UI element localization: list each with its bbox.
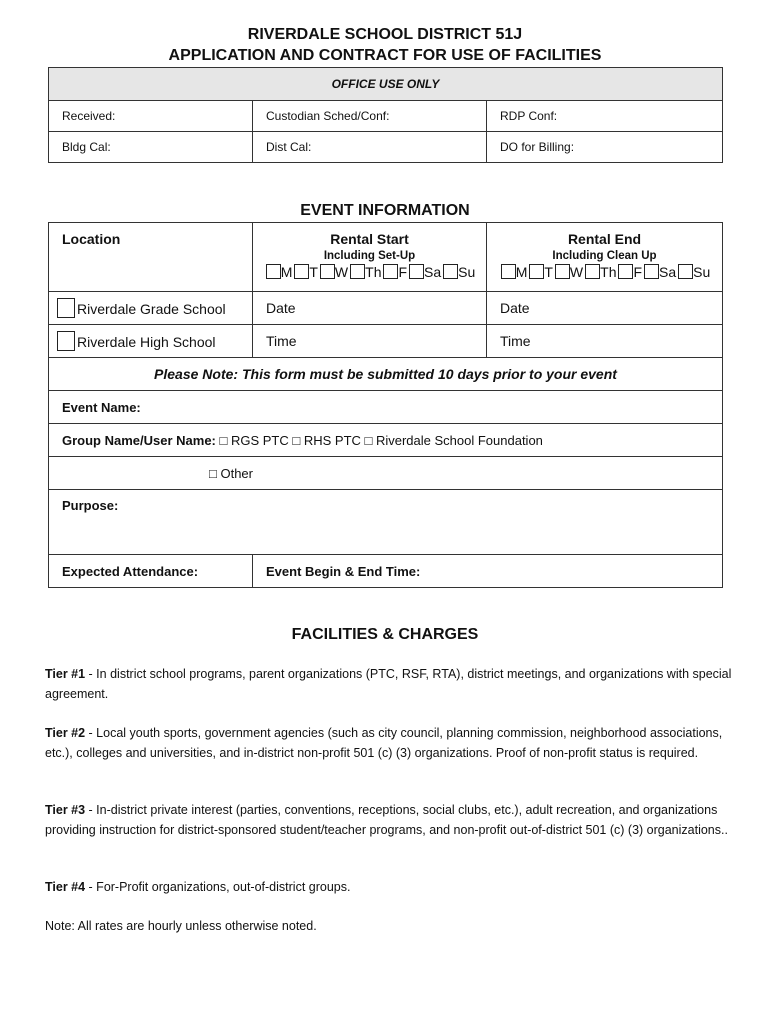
high-school-option[interactable]: Riverdale High School — [49, 325, 253, 358]
event-name-field[interactable]: Event Name: — [49, 391, 723, 424]
end-day-checkboxes: M T W Th F Sa Su — [487, 264, 722, 280]
including-setup-label: Including Set-Up — [323, 250, 416, 262]
rdp-conf-field[interactable]: RDP Conf: — [487, 101, 723, 132]
checkbox[interactable] — [618, 264, 633, 279]
checkbox[interactable] — [555, 264, 570, 279]
other-option[interactable]: □ Other — [49, 457, 723, 490]
bldg-cal-field[interactable]: Bldg Cal: — [49, 132, 253, 163]
start-day-checkboxes: M T W Th F Sa Su — [253, 264, 486, 280]
office-use-header: OFFICE USE ONLY — [49, 68, 723, 101]
checkbox[interactable] — [57, 331, 75, 351]
group-name-row[interactable] — [49, 424, 723, 457]
checkbox[interactable] — [644, 264, 659, 279]
checkbox[interactable] — [320, 264, 335, 279]
checkbox[interactable] — [383, 264, 398, 279]
group-options[interactable]: □ RGS PTC □ RHS PTC □ Riverdale School Foundation — [219, 432, 543, 448]
group-name-label: Group Name/User Name: — [62, 432, 216, 448]
rental-start-label: Rental Start — [330, 231, 409, 247]
rates-note: Note: All rates are hourly unless otherwise noted. — [45, 919, 317, 933]
submission-note: Please Note: This form must be submitted 10 days prior to your event — [49, 358, 723, 391]
form-title: APPLICATION AND CONTRACT FOR USE OF FACILITIES — [168, 47, 602, 64]
district-title: RIVERDALE SCHOOL DISTRICT 51J — [247, 26, 523, 43]
checkbox[interactable] — [443, 264, 458, 279]
checkbox[interactable] — [501, 264, 516, 279]
start-time-field[interactable]: Time — [253, 325, 487, 358]
do-billing-field[interactable]: DO for Billing: — [487, 132, 723, 163]
received-field[interactable]: Received: — [49, 101, 253, 132]
rental-end-cell — [487, 223, 723, 292]
end-date-field[interactable]: Date — [487, 292, 723, 325]
checkbox[interactable] — [585, 264, 600, 279]
checkbox[interactable] — [529, 264, 544, 279]
office-use-table — [48, 67, 723, 163]
grade-school-option[interactable]: Riverdale Grade School — [49, 292, 253, 325]
tier4-text: Tier #4 - For-Profit organizations, out-of-district groups. — [45, 880, 351, 894]
start-date-field[interactable]: Date — [253, 292, 487, 325]
rental-end-label: Rental End — [567, 231, 642, 247]
attendance-field[interactable]: Expected Attendance: — [49, 555, 253, 588]
begin-end-time-field[interactable]: Event Begin & End Time: — [253, 555, 723, 588]
event-info-title: EVENT INFORMATION — [300, 202, 470, 219]
facilities-title: FACILITIES & CHARGES — [291, 626, 479, 643]
tier3-text: Tier #3 - In-district private interest (parties, conventions, receptions, social clubs, etc.), adult recreation, and organizations providing instruction for district-sponsored student/teacher programs, and non-profit out-of-district 501 (c) (3) organizations.. — [45, 803, 728, 837]
including-cleanup-label: Including Clean Up — [552, 250, 657, 262]
location-header: Location — [49, 223, 253, 292]
purpose-field[interactable]: Purpose: — [49, 490, 723, 555]
custodian-field[interactable]: Custodian Sched/Conf: — [253, 101, 487, 132]
checkbox[interactable] — [266, 264, 281, 279]
tier1-text: Tier #1 - In district school programs, parent organizations (PTC, RSF, RTA), district meetings, and organizations with special agreement. — [45, 667, 732, 701]
event-info-table — [48, 222, 723, 588]
checkbox[interactable] — [350, 264, 365, 279]
tier2-text: Tier #2 - Local youth sports, government agencies (such as city council, planning commission, neighborhood associations, etc.), colleges and universities, and in-district non-profit 501 (c) (3) organizations. Proof of non-profit status is required. — [45, 726, 723, 760]
checkbox[interactable] — [294, 264, 309, 279]
checkbox[interactable] — [678, 264, 693, 279]
end-time-field[interactable]: Time — [487, 325, 723, 358]
checkbox[interactable] — [409, 264, 424, 279]
dist-cal-field[interactable]: Dist Cal: — [253, 132, 487, 163]
rental-start-cell — [253, 223, 487, 292]
checkbox[interactable] — [57, 298, 75, 318]
